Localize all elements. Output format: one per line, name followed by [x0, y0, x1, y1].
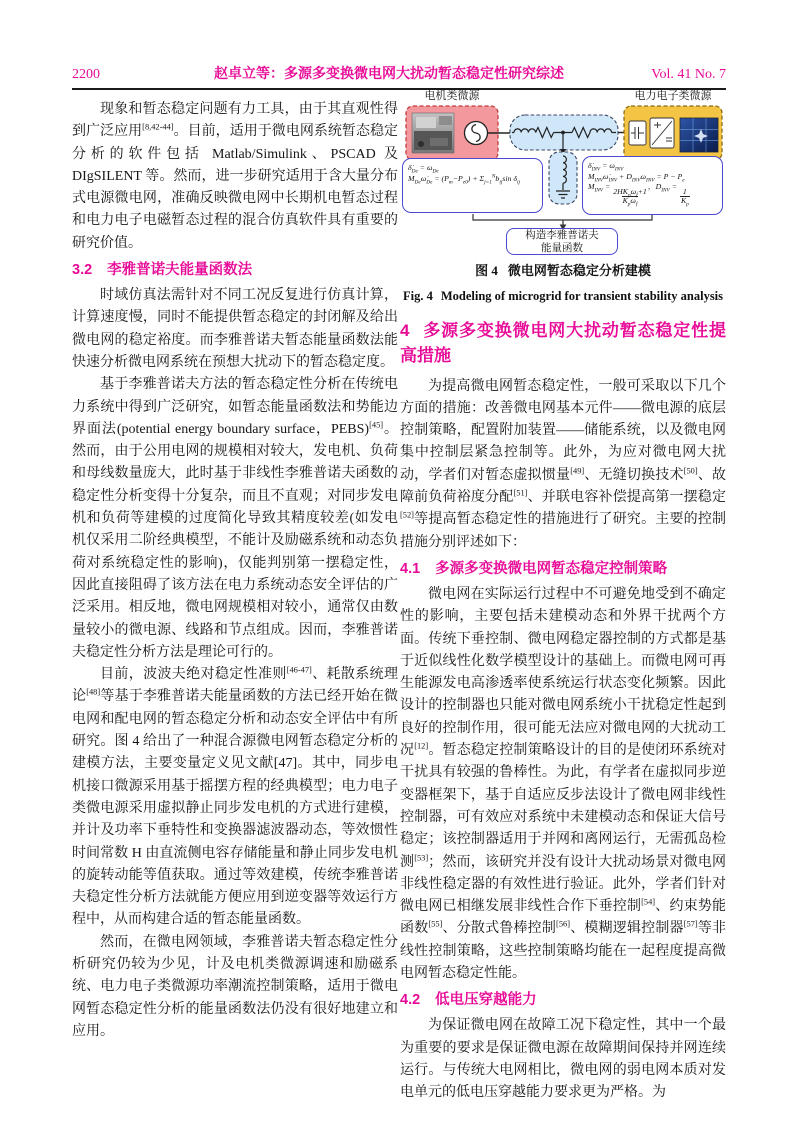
network-impedance-icon [510, 115, 618, 150]
equation: $\deltȧ_{De} = \omega_{De}$ [408, 163, 439, 175]
inverter-equations [582, 156, 723, 215]
running-title: 赵卓立等：多源多变换微电网大扰动暂态稳定性研究综述 [214, 67, 564, 82]
paragraph-left-3: 基于李雅普诺夫方法的暂态稳定性分析在传统电力系统中得到广泛研究，如暂态能量函数法和势能边界面法(potential energy boundary surface，PEBS)[45]。然而，由于公用电网的规模相对较大，发电机、负荷和母线数量庞大，此时基于非线性李雅普诺夫函数的稳定性分析变得十分复杂，而且不直观；对同步发电机和负荷等建模的过度简化导致其精度较差(如发电机仅采用二阶经典模型，不能计及励磁系统和动态负荷对系统稳定性的影响)，仅能判别第一摆稳定性，因此直接阻碍了该方法在电力系统动态安全评估的广泛采用。相反地，微电网规模相对较小，通常仅由数量较小的微电源、线路和节点组成。因而，李雅普诺夫稳定性分析方法是理论可行的。 [72, 377, 399, 660]
machine-source-label: 电机类微源 [424, 90, 480, 102]
left-column [72, 99, 398, 1043]
figure-caption-cn: 图 4 微电网暂态稳定分析建模 [475, 263, 651, 278]
generator-photo [412, 113, 454, 153]
equation: $M_{INV}\omegȧ_{INV} + D_{INV}\omega_{INV} = P - P_e$ [588, 171, 685, 184]
section-heading-4-1 [400, 559, 726, 580]
section-title: 多源多变换微电网大扰动暂态稳定性提高措施 [400, 320, 726, 365]
machine-equations [402, 158, 543, 213]
equation: $M_{De}\omegȧ_{De} = (P_m-P_{e0}) + \Sigma_{j=1}^Nb_{ij}\sin$ $\delta_{ij}$ [408, 172, 520, 186]
right-column [400, 92, 726, 1105]
equation: $\deltȧ_{INV} = \omega_{INV}$ [588, 161, 624, 173]
section-heading-4 [400, 318, 726, 368]
figure-4-diagram [400, 92, 726, 256]
section-number: 4.1 [400, 560, 421, 577]
section-number: 3.2 [72, 262, 93, 279]
section-heading-3-2 [72, 260, 398, 281]
paragraph-left-4: 目前，波波夫绝对稳定性准则[46-47]、耗散系统理论[48]等基于李雅普诺夫能量函数的方法已经开始在微电网和配电网的暂态稳定分析和动态安全评估中有所研究。图 4 给出了一种混合源微电网暂态稳定分析的建模方法，主要变量定义见文献[47]。其中，同步电机接口微源采用基于摇摆方程的经典模型；电力电子类微电源采用虚拟静止同步发电机的方式进行建模，并计及功率下垂特性和变换器滤波器动态，等效惯性时间常数 H 由直流侧电容存储能量和静止同步发电机的旋转动能等值获取。通过等效建模，传统李雅普诺夫稳定性分析方法就能方便应用到逆变器等效运行方程中，从而构建合适的暂态能量函数。 [72, 665, 399, 928]
section-title: 低电压穿越能力 [435, 992, 537, 1009]
construct-lyapunov-box [506, 228, 618, 255]
section-number: 4 [400, 320, 410, 340]
pv-panel-image [680, 118, 718, 152]
pe-source-label: 电力电子类微源 [634, 90, 712, 102]
construct-line-2: 能量函数 [541, 242, 583, 254]
section-number: 4.2 [400, 992, 421, 1009]
figure-caption-en: Fig. 4 Modeling of microgrid for transient stability analysis [402, 289, 724, 304]
page-header [72, 63, 726, 83]
machine-source-box [406, 106, 498, 160]
volume-info: Vol. 41 No. 7 [651, 67, 726, 82]
figure-4 [400, 92, 726, 308]
construct-line-1: 构造李雅普诺夫 [525, 230, 599, 241]
capacitor-icon [629, 121, 646, 145]
paragraph-left-1: 现象和暂态稳定问题有力工具，由于其直观性得到广泛应用[8,42-44]。目前，适用于微电网系统暂态稳定分析的软件包括 Matlab/Simulink、PSCAD 及 DIgSILENT 等。然而，进一步研究适用于含大量分布式电源微电网，准确反映微电网中长期机电暂态过程和电力电子电磁暂态过程的混合仿真软件具有重要的研究价值。 [72, 102, 399, 251]
section-title: 多源多变换微电网暂态稳定控制策略 [435, 560, 668, 577]
section-heading-4-2 [400, 990, 726, 1011]
pe-source-box [624, 106, 722, 160]
converter-icon [650, 118, 674, 148]
paragraph-right-2: 微电网在实际运行过程中不可避免地受到不确定性的影响，主要包括未建模动态和外界干扰两个方面。传统下垂控制、微电网稳定器控制的方式都是基于近似线性化数学模型设计的基础上。而微电网可再生能源发电高渗透率使系统运行状态变化频繁。因此设计的控制器也只能对微电网系统小干扰稳定性起到良好的控制作用，很可能无法应对微电网的大扰动工况[12]。暂态稳定控制策略设计的目的是使闭环系统对干扰具有较强的鲁棒性。为此，有学者在虚拟同步逆变器框架下，基于自适应反步法设计了微电网非线性控制器，可有效应对系统中未建模动态和保证大信号稳定；该控制器适用于并网和离网运行，无需孤岛检测[53]；然而，该研究并没有设计大扰动场景对微电网非线性稳定器的有效性进行验证。此外，学者们针对微电网已相继发展非线性合作下垂控制[54]、约束势能函数[55]、分散式鲁棒控制[56]、模糊逻辑控制器[57]等非线性控制策略，这些控制策略均能在一起程度提高微电网暂态稳定性能。 [400, 586, 727, 982]
paragraph-right-3: 为保证微电网在故障工况下稳定性，其中一个最为重要的要求是保证微电源在故障期间保持并网连续运行。与传统大电网相比，微电网的弱电网本质对发电单元的低电压穿越能力要求更为严格。为 [400, 1018, 726, 1101]
section-title: 李雅普诺夫能量函数法 [107, 262, 253, 279]
equation: $M_{INV}$ = $\frac{2HK_p\omega_f+1}{K_p\omega_f}$ ，$D_{INV}$ = $\frac{1}{K_p}$ [588, 182, 689, 208]
page-number: 2200 [72, 67, 100, 82]
paragraph-left-5: 然而，在微电网领域，李雅普诺夫暂态稳定性分析研究仍较为少见，计及电机类微源调速和励磁系统、电力电子类微源功率潮流控制策略，适用于微电网暂态稳定性分析的能量函数法仍没有很好地建立和应用。 [72, 934, 398, 1039]
paragraph-right-1: 为提高微电网暂态稳定性，一般可采取以下几个方面的措施：改善微电网基本元件——微电源的底层控制策略，配置附加装置——储能系统，以及微电网集中控制层紧急控制等。此外，为应对微电网大扰动，学者们对暂态虚拟惯量[49]、无缝切换技术[50]、故障前负荷裕度分配[51]、并联电容补偿提高第一摆稳定[52]等提高暂态稳定性的措施进行了研究。主要的控制措施分别评述如下： [400, 378, 727, 550]
paragraph-left-2: 时域仿真法需针对不同工况反复进行仿真计算，计算速度慢，同时不能提供暂态稳定的封闭解及给出微电网的稳定裕度。而李雅普诺夫暂态能量函数法能快速分析微电网系统在预想大扰动下的暂态稳定度。 [72, 288, 398, 370]
sync-machine-icon [465, 122, 488, 145]
